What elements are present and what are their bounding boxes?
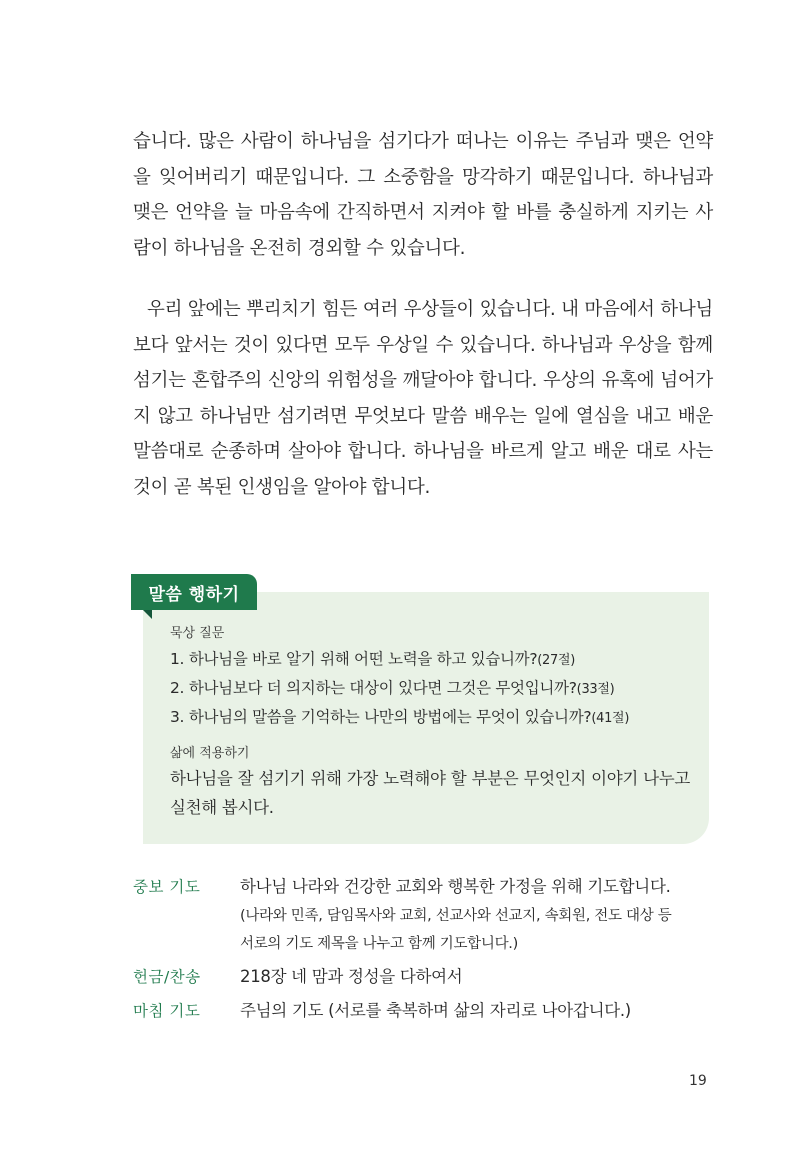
offering-hymn-label: 헌금/찬송 bbox=[133, 968, 201, 986]
intercession-label: 중보 기도 bbox=[133, 878, 201, 896]
question-item bbox=[170, 676, 614, 698]
life-application-text: 하나님을 잘 섬기기 위해 가장 노력해야 할 부분은 무엇인지 이야기 나누고 실천해 봅시다. bbox=[170, 769, 690, 817]
question-text: 1. 하나님을 바로 알기 위해 어떤 노력을 하고 있습니까? bbox=[170, 650, 538, 668]
closing-prayer-text: 주님의 기도 (서로를 축복하며 삶의 자리로 나아갑니다.) bbox=[240, 1001, 631, 1020]
question-item bbox=[170, 647, 575, 669]
body-paragraph-1: 습니다. 많은 사람이 하나님을 섬기다가 떠나는 이유는 주님과 맺은 언약을 잊어버리기 때문입니다. 그 소중함을 망각하기 때문입니다. 하나님과 맺은 언약을 늘 마음속에 간직하면서 지켜야 할 바를 충실하게 지키는 사람이 하나님을 온전히 경외할 수 있습니다. bbox=[133, 131, 713, 259]
meditation-question-label: 묵상 질문 bbox=[170, 626, 225, 641]
offering-hymn-text: 218장 네 맘과 정성을 다하여서 bbox=[240, 967, 463, 986]
life-application-label: 삶에 적용하기 bbox=[170, 746, 250, 761]
page-number: 19 bbox=[689, 1073, 707, 1089]
question-ref: (41절) bbox=[591, 711, 630, 726]
intercession-text: 하나님 나라와 건강한 교회와 행복한 가정을 위해 기도합니다. bbox=[240, 877, 671, 896]
body-paragraph-2: 우리 앞에는 뿌리치기 힘든 여러 우상들이 있습니다. 내 마음에서 하나님보다 앞서는 것이 있다면 모두 우상일 수 있습니다. 하나님과 우상을 함께 섬기는 혼합주의 신앙의 위험성을 깨달아야 합니다. 우상의 유혹에 넘어가지 않고 하나님만 섬기려면 무엇보다 말씀 배우는 일에 열심을 내고 배운 말씀대로 순종하며 살아야 합니다. 하나님을 바르게 알고 배운 대로 사는 것이 곧 복된 인생임을 알아야 합니다. bbox=[133, 299, 713, 498]
intercession-note-line-1: (나라와 민족, 담임목사와 교회, 선교사와 선교지, 속회원, 전도 대상 등 bbox=[240, 908, 672, 924]
question-item bbox=[170, 705, 629, 727]
practice-tab-fold bbox=[143, 610, 152, 619]
question-ref: (27절) bbox=[537, 653, 576, 668]
question-ref: (33절) bbox=[576, 682, 615, 697]
question-text: 2. 하나님보다 더 의지하는 대상이 있다면 그것은 무엇입니까? bbox=[170, 679, 577, 697]
question-text: 3. 하나님의 말씀을 기억하는 나만의 방법에는 무엇이 있습니까? bbox=[170, 708, 592, 726]
intercession-note-line-2: 서로의 기도 제목을 나누고 함께 기도합니다.) bbox=[240, 936, 518, 952]
closing-prayer-label: 마침 기도 bbox=[133, 1002, 201, 1020]
practice-tab-title: 말씀 행하기 bbox=[131, 574, 257, 610]
